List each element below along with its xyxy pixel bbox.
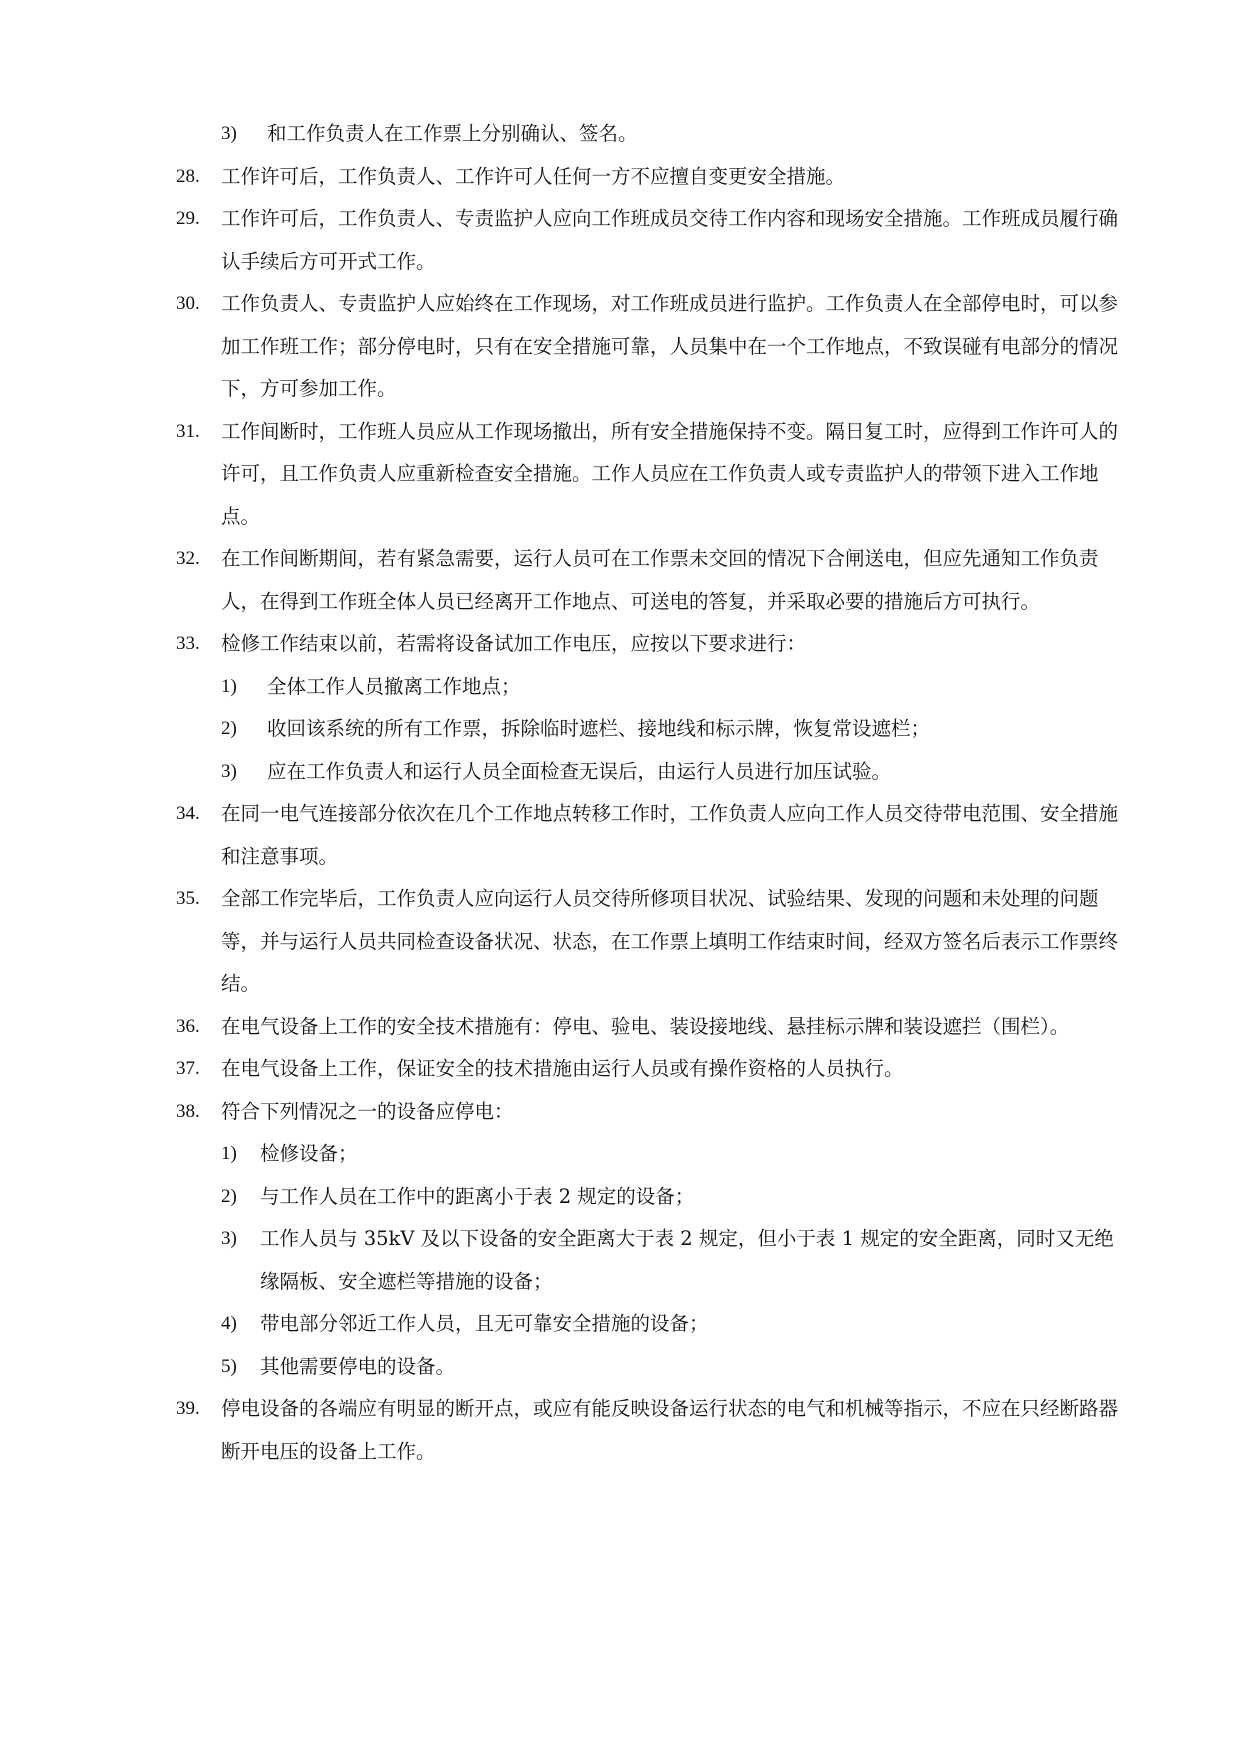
item-number: 39. xyxy=(176,1398,200,1419)
sub-item-text: 和工作负责人在工作票上分别确认、签名。 xyxy=(267,122,638,145)
sub-item xyxy=(176,113,1126,156)
sub-item xyxy=(176,1303,1126,1346)
item-number: 32. xyxy=(176,548,200,569)
item-number: 29. xyxy=(176,208,200,229)
sub-item xyxy=(176,751,1126,794)
item-text: 在电气设备上工作，保证安全的技术措施由运行人员或有操作资格的人员执行。 xyxy=(221,1057,904,1080)
item-number: 38. xyxy=(176,1100,200,1122)
sub-item xyxy=(176,1346,1126,1389)
item-text: 在工作间断期间，若有紧急需要，运行人员可在工作票未交回的情况下合闸送电，但应先通知工作负责人，在得到工作班全体人员已经离开工作地点、可送电的答复，并采取必要的措施后方可执行。 xyxy=(221,547,1099,613)
list-item xyxy=(176,538,1126,623)
list-item xyxy=(176,1091,1126,1134)
item-text: 停电设备的各端应有明显的断开点，或应有能反映设备运行状态的电气和机械等指示，不应在只经断路器断开电压的设备上工作。 xyxy=(221,1397,1119,1463)
list-item xyxy=(176,793,1126,878)
sub-item-text: 应在工作负责人和运行人员全面检查无误后，由运行人员进行加压试验。 xyxy=(267,759,892,783)
item-number: 33. xyxy=(176,633,200,654)
sub-item xyxy=(176,1133,1126,1176)
sub-item-text: 收回该系统的所有工作票，拆除临时遮栏、接地线和标示牌，恢复常设遮栏； xyxy=(267,717,931,740)
item-text: 在同一电气连接部分依次在几个工作地点转移工作时，工作负责人应向工作人员交待带电范围、安全措施和注意事项。 xyxy=(221,802,1119,868)
sub-item-text: 工作人员与 35kV 及以下设备的安全距离大于表 2 规定，但小于表 1 规定的安全距离，同时又无绝缘隔板、安全遮栏等措施的设备； xyxy=(260,1227,1114,1293)
sub-item-number: 5) xyxy=(221,1355,237,1377)
list-item xyxy=(176,1048,1126,1091)
sub-item xyxy=(176,666,1126,709)
sub-item-text: 与工作人员在工作中的距离小于表 2 规定的设备； xyxy=(260,1184,695,1208)
item-number: 37. xyxy=(176,1058,200,1079)
item-text: 在电气设备上工作的安全技术措施有：停电、验电、装设接地线、悬挂标示牌和装设遮拦（围栏）。 xyxy=(221,1014,1070,1038)
item-number: 35. xyxy=(176,888,200,909)
item-text: 工作许可后，工作负责人、专责监护人应向工作班成员交待工作内容和现场安全措施。工作班成员履行确认手续后方可开式工作。 xyxy=(221,207,1119,273)
sub-item-number: 2) xyxy=(221,718,237,739)
sub-item-text: 全体工作人员撤离工作地点； xyxy=(267,674,521,698)
sub-item-text: 带电部分邻近工作人员，且无可靠安全措施的设备； xyxy=(260,1312,709,1335)
list-item xyxy=(176,623,1126,666)
list-item xyxy=(176,283,1126,411)
item-text: 符合下列情况之一的设备应停电： xyxy=(221,1099,514,1123)
sub-item-number: 4) xyxy=(221,1313,237,1334)
sub-item-number: 2) xyxy=(221,1185,237,1207)
sub-item-number: 3) xyxy=(221,760,237,782)
sub-item xyxy=(176,1176,1126,1219)
item-text: 全部工作完毕后，工作负责人应向运行人员交待所修项目状况、试验结果、发现的问题和未处理的问题等，并与运行人员共同检查设备状况、状态，在工作票上填明工作结束时间，经双方签名后表示工作票终结。 xyxy=(221,887,1119,995)
item-number: 31. xyxy=(176,420,200,442)
item-number: 28. xyxy=(176,165,200,187)
item-text: 检修工作结束以前，若需将设备试加工作电压，应按以下要求进行： xyxy=(221,632,807,655)
sub-item-text: 检修设备； xyxy=(260,1142,358,1165)
sub-item xyxy=(176,708,1126,751)
sub-item-number: 3) xyxy=(221,123,237,144)
list-item xyxy=(176,1006,1126,1049)
list-item xyxy=(176,1388,1126,1473)
item-number: 34. xyxy=(176,803,200,824)
sub-item xyxy=(176,1218,1126,1303)
list-item xyxy=(176,198,1126,283)
item-number: 30. xyxy=(176,293,200,314)
document-body xyxy=(176,113,1126,1473)
sub-item-text: 其他需要停电的设备。 xyxy=(260,1354,456,1378)
sub-item-number: 1) xyxy=(221,1143,237,1164)
list-item xyxy=(176,878,1126,1006)
item-text: 工作负责人、专责监护人应始终在工作现场，对工作班成员进行监护。工作负责人在全部停电时，可以参加工作班工作；部分停电时，只有在安全措施可靠，人员集中在一个工作地点，不致误碰有电部分的情况下，方可参加工作。 xyxy=(221,292,1119,400)
sub-item-number: 3) xyxy=(221,1228,237,1249)
sub-item-number: 1) xyxy=(221,675,237,697)
list-item xyxy=(176,411,1126,539)
list-item xyxy=(176,156,1126,199)
item-text: 工作许可后，工作负责人、工作许可人任何一方不应擅自变更安全措施。 xyxy=(221,164,846,188)
item-text: 工作间断时，工作班人员应从工作现场撤出，所有安全措施保持不变。隔日复工时，应得到工作许可人的许可，且工作负责人应重新检查安全措施。工作人员应在工作负责人或专责监护人的带领下进入工作地点。 xyxy=(221,419,1119,528)
item-number: 36. xyxy=(176,1015,200,1037)
